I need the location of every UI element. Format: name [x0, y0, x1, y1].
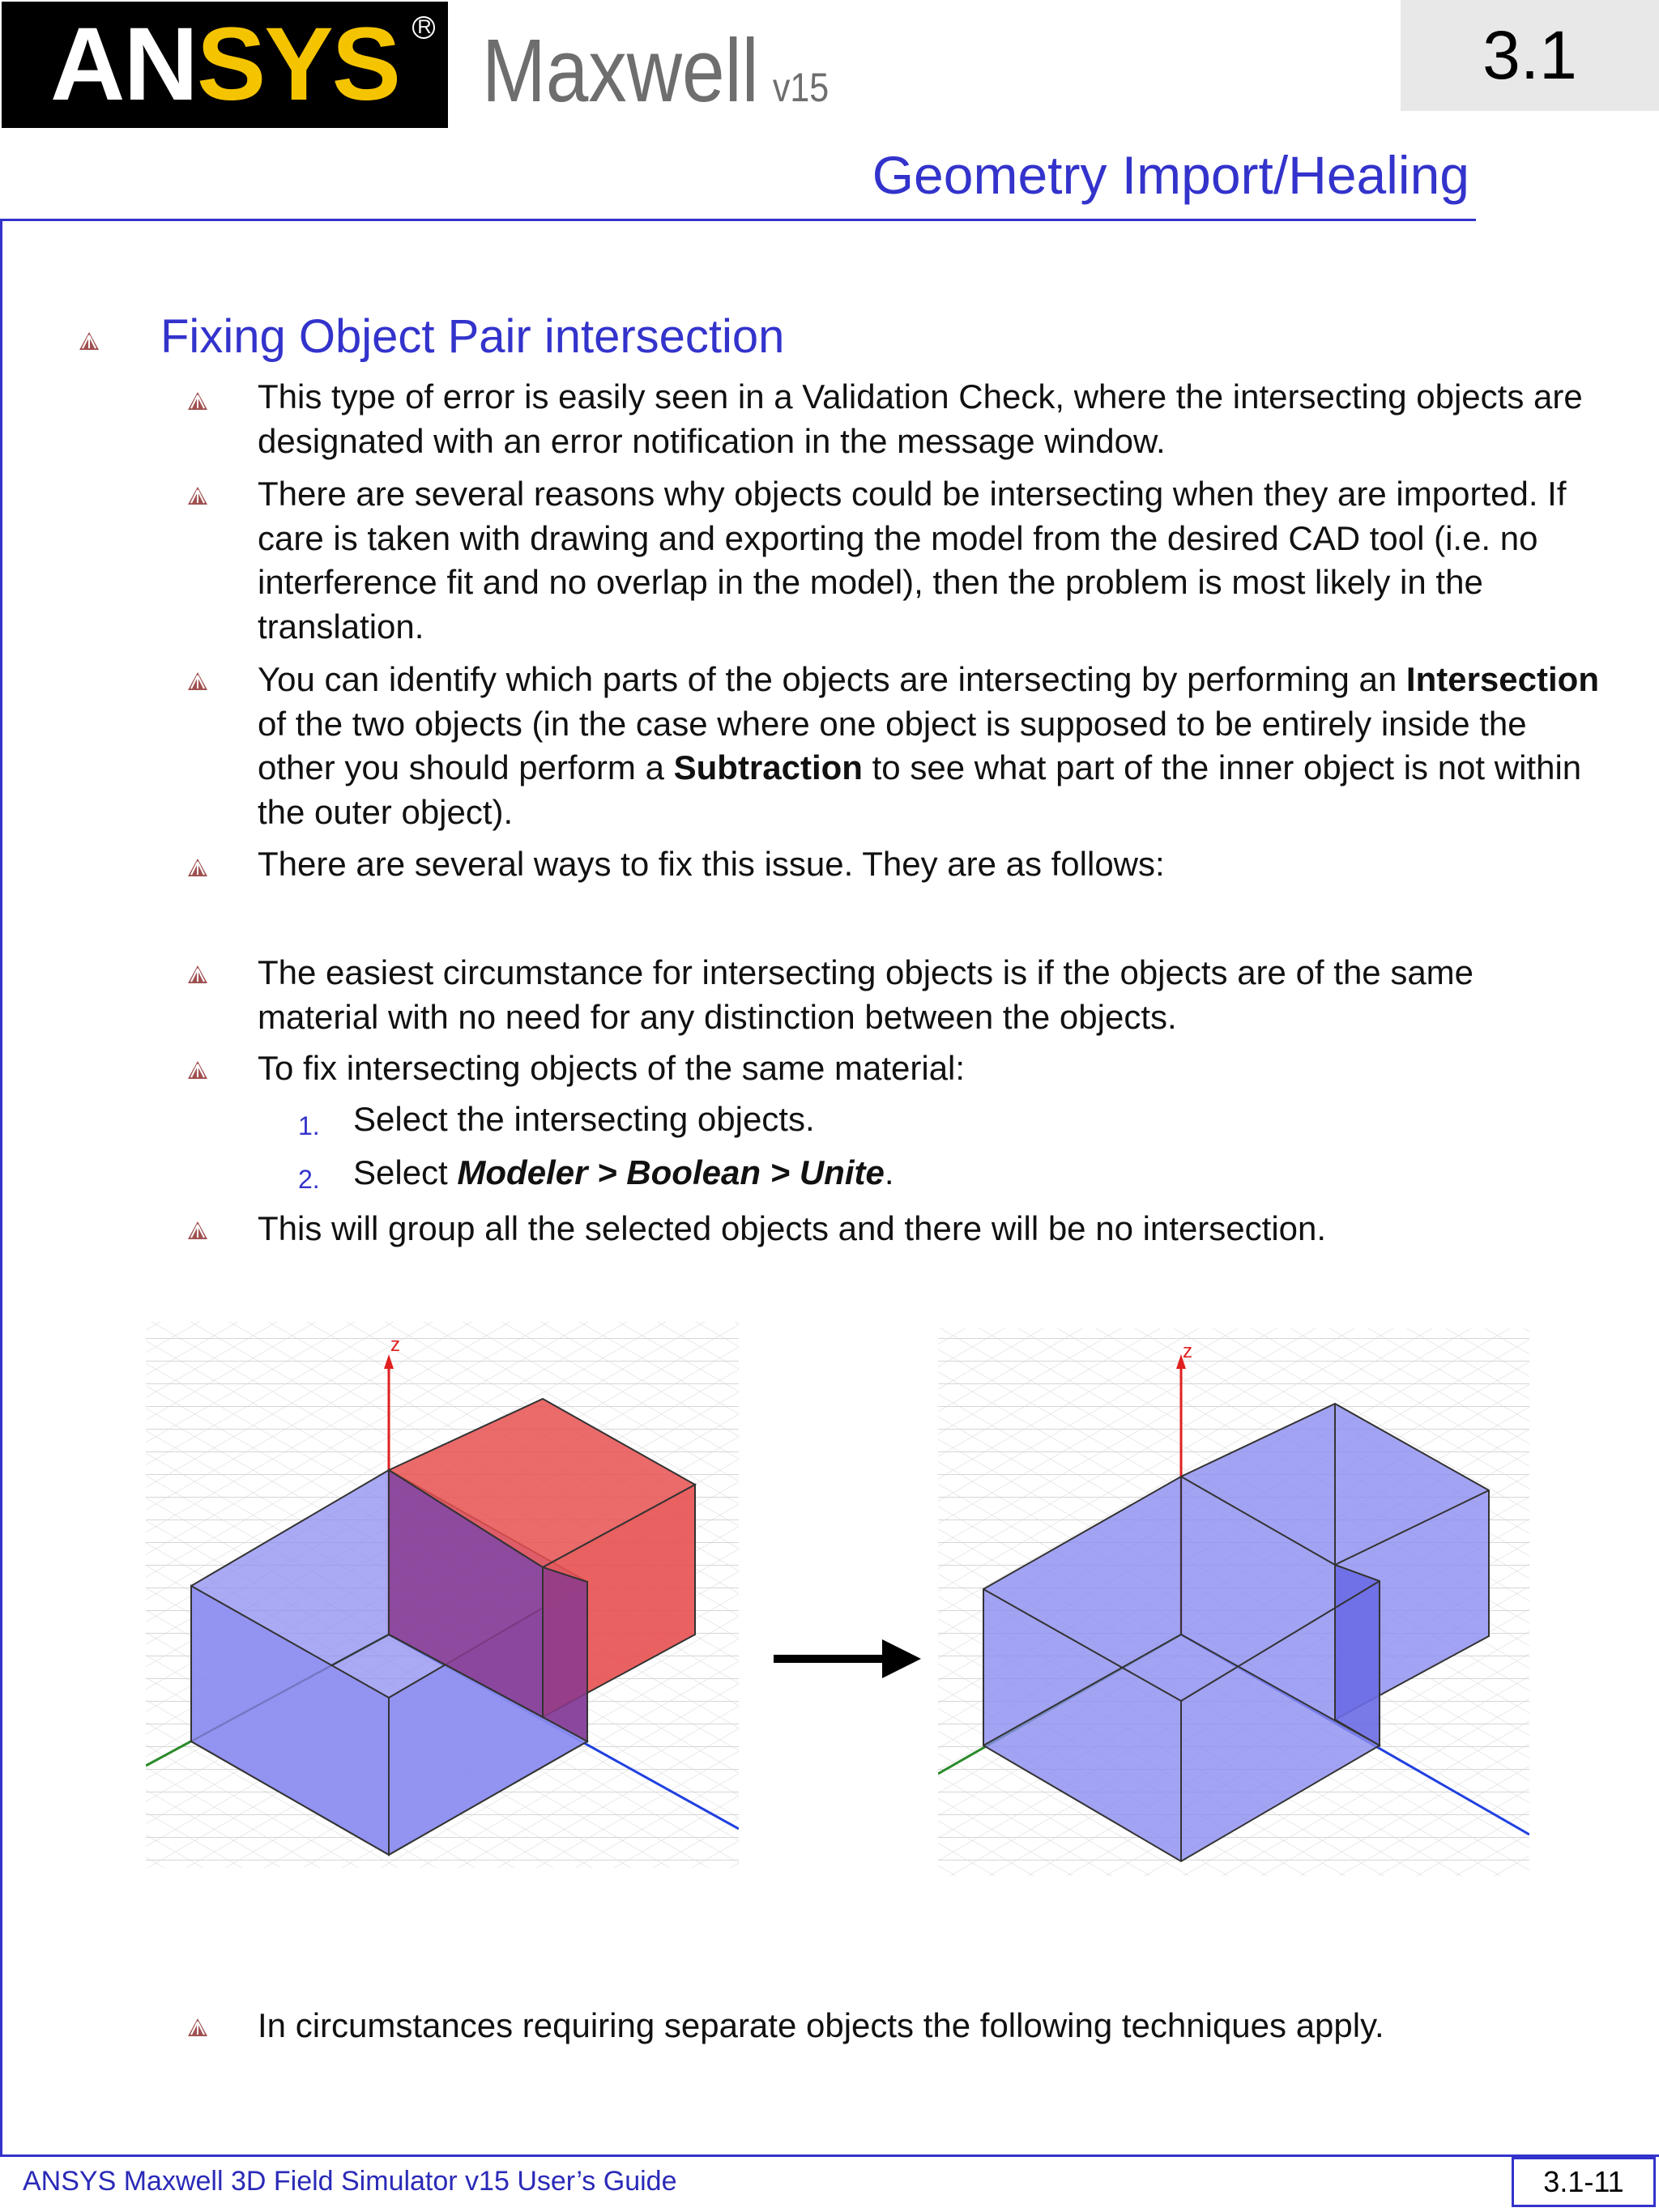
paragraph-group: This will group all the selected objects and there will be no intersection. — [258, 1209, 1327, 1247]
step-number-2: 2. — [298, 1165, 320, 1194]
product-title: Maxwell — [482, 21, 759, 121]
chapter-number: 3.1 — [1401, 0, 1659, 111]
paragraph-reasons: There are several reasons why objects could be intersecting when they are imported. If care is taken with drawing and exporting the model from the desired CAD tool (i.e. no interference fit and no overlap in the model), then the problem is most likely in the translation. — [258, 475, 1567, 646]
step-1-text: Select the intersecting objects. — [353, 1100, 815, 1138]
menu-path: Modeler > Boolean > Unite — [457, 1153, 885, 1191]
paragraph-fix-same-material: To fix intersecting objects of the same material: — [258, 1049, 966, 1087]
footer-page-number: 3.1-11 — [1512, 2157, 1656, 2207]
identify-text-3: to see what part of the inner object is not within the outer object). — [258, 748, 1582, 831]
footer-guide-title: ANSYS Maxwell 3D Field Simulator v15 User’s Guide — [23, 2166, 677, 2197]
logo-text-an: AN — [50, 6, 197, 122]
step-number-1: 1. — [298, 1111, 320, 1140]
product-name — [482, 19, 829, 122]
z-axis-label-after: z — [1183, 1340, 1192, 1362]
bullet-icon — [188, 672, 207, 690]
bullet-icon — [188, 1061, 207, 1079]
footer-divider — [0, 2154, 1659, 2157]
step-2-period: . — [884, 1153, 894, 1191]
intersection-term: Intersection — [1405, 660, 1599, 698]
paragraph-easiest: The easiest circumstance for intersecting objects is if the objects are of the same material with no need for any distinction between the objects. — [258, 953, 1474, 1036]
right-arrow-icon — [774, 1636, 921, 1681]
identify-text-1: You can identify which parts of the objects are intersecting by performing an — [258, 660, 1406, 698]
figure-before-intersection — [146, 1322, 739, 1868]
subtraction-term: Subtraction — [673, 748, 863, 786]
paragraph-separate-objects: In circumstances requiring separate objects the following techniques apply. — [258, 2006, 1384, 2044]
left-border — [0, 219, 2, 2155]
identify-text-2: of the two objects (in the case where one object is supposed to be entirely inside the other you should perform a — [258, 704, 1527, 786]
chapter-title: Geometry Import/Healing — [872, 145, 1469, 205]
paragraph-ways: There are several ways to fix this issue. They are as follows: — [258, 845, 1165, 883]
bullet-icon — [188, 1221, 207, 1239]
bullet-icon — [188, 2018, 207, 2036]
header-divider — [0, 219, 1476, 221]
paragraph-identify — [258, 658, 1602, 834]
registered-mark: R — [412, 16, 435, 39]
bullet-icon — [188, 392, 207, 410]
logo-text-sys: SYS — [196, 6, 399, 122]
bullet-icon — [188, 859, 207, 876]
section-heading: Fixing Object Pair intersection — [160, 310, 785, 363]
step-2-text — [353, 1153, 894, 1192]
bullet-icon — [188, 487, 207, 505]
paragraph-validation: This type of error is easily seen in a Validation Check, where the intersecting objects are designated with an error notification in the message window. — [258, 377, 1583, 460]
figure-after-unite — [938, 1328, 1529, 1876]
step-2-select: Select — [353, 1153, 458, 1191]
ansys-logo — [2, 2, 448, 128]
z-axis-label: z — [390, 1334, 400, 1356]
bullet-icon — [188, 965, 207, 983]
product-version: v15 — [772, 65, 830, 110]
bullet-icon — [79, 332, 100, 352]
